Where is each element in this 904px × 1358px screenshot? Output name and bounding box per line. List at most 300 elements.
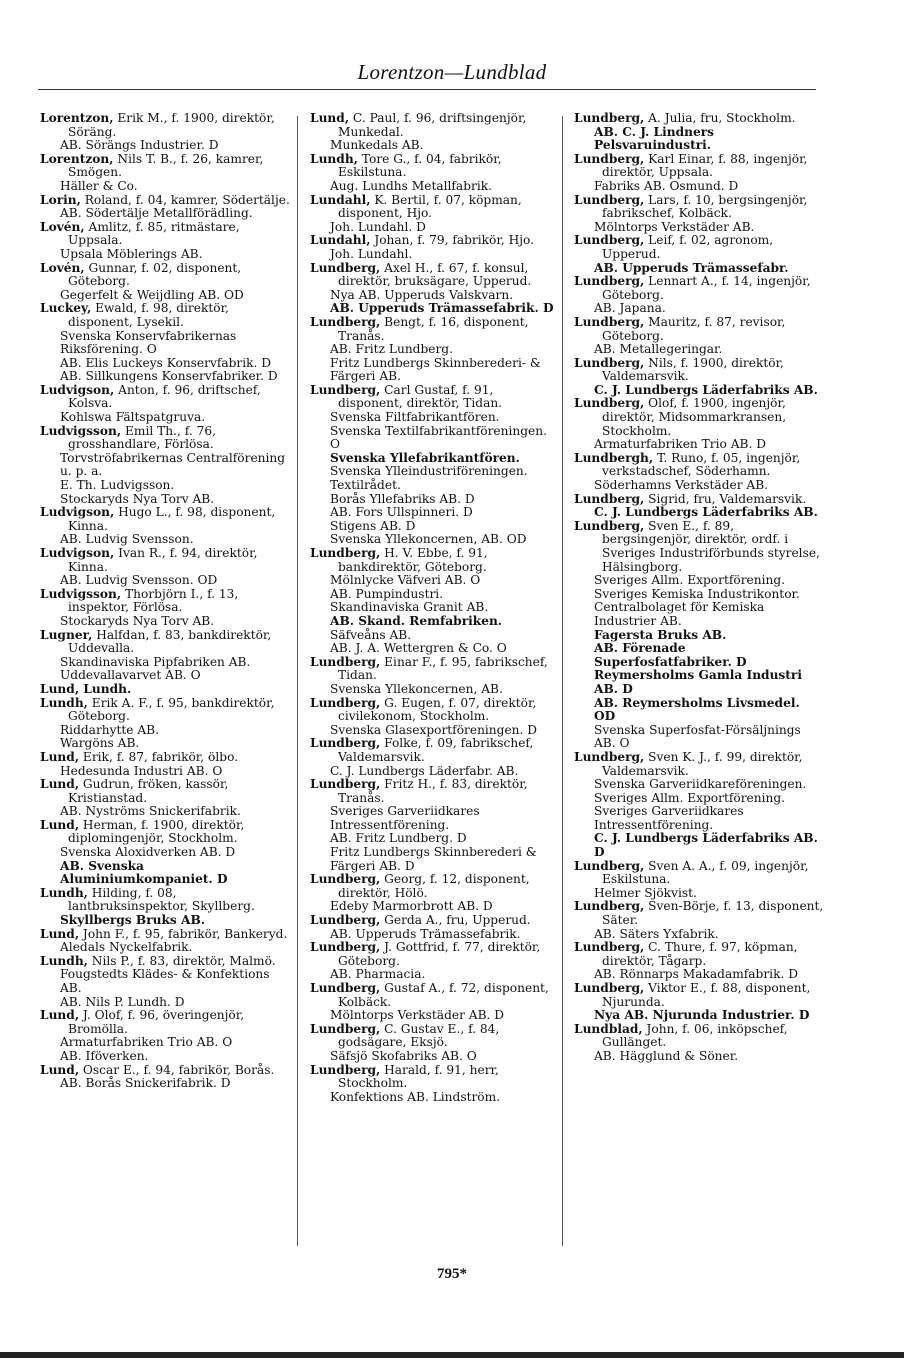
- entry-details: Sven-Börje, f. 13, disponent, Säter.: [602, 899, 824, 928]
- entry-company: C. J. Lundbergs Läderfabr. AB.: [330, 763, 519, 778]
- directory-entry: [310, 982, 560, 1023]
- entry-company: Textilrådet.: [330, 478, 401, 493]
- directory-entry: [40, 629, 290, 683]
- entry-name: Lundh,: [40, 953, 88, 968]
- entry-name: Lundberg,: [574, 151, 645, 166]
- entry-company: Svenska Textilfabrikantföreningen. O: [330, 423, 547, 452]
- entry-company: Nya AB. Upperuds Valskvarn.: [330, 287, 514, 302]
- entry-heading: [40, 955, 290, 969]
- entry-heading: [310, 194, 560, 221]
- directory-entry: [40, 194, 290, 221]
- entry-details: Einar F., f. 95, fabrikschef, Tidan.: [338, 654, 548, 683]
- entry-company: Säfsjö Skofabriks AB. O: [330, 1048, 477, 1063]
- entry-company: AB. Pharmacia.: [330, 967, 426, 982]
- entry-details: Lennart A., f. 14, ingenjör, Göteborg.: [602, 274, 811, 302]
- entry-company: AB. Södertälje Metallförädling.: [60, 206, 253, 221]
- entry-details: Tore G., f. 04, fabrikör, Eskilstuna.: [338, 151, 502, 180]
- entry-heading: [574, 1023, 824, 1050]
- directory-entry: [574, 357, 824, 398]
- entry-company: Torvströfabrikernas Centralförening u. p. a.: [60, 450, 286, 479]
- entry-heading: [574, 860, 824, 887]
- entry-company: AB. Rönnarps Makadamfabrik. D: [594, 967, 798, 982]
- column-divider: [562, 116, 563, 1246]
- entry-company: AB. Skand. Remfabriken.: [330, 613, 503, 628]
- directory-entry: [40, 1064, 290, 1091]
- entry-name: Lundberg,: [310, 940, 381, 955]
- entry-heading: [310, 914, 560, 928]
- entry-heading: [574, 520, 824, 574]
- entry-company: Skyllbergs Bruks AB.: [60, 913, 206, 928]
- entry-company: Borås Yllefabriks AB. D: [330, 491, 475, 506]
- entry-heading: [574, 153, 824, 180]
- entry-name: Lundberg,: [574, 192, 645, 207]
- entry-company: AB. Nils P. Lundh. D: [60, 994, 185, 1009]
- entry-company: Svenska Glasexportföreningen. D: [330, 722, 538, 737]
- entry-company: Konfektions AB. Lindström.: [330, 1089, 501, 1104]
- entry-heading: [310, 384, 560, 411]
- entry-heading: [310, 982, 560, 1009]
- entry-details: Hilding, f. 08, lantbruksinspektor, Skyllberg.: [68, 885, 255, 914]
- directory-entry: [574, 112, 824, 153]
- entry-details: C. Paul, f. 96, driftsingenjör, Munkedal.: [338, 111, 527, 139]
- entry-name: Lund,: [40, 926, 80, 941]
- entry-company: E. Th. Ludvigsson.: [60, 478, 175, 493]
- page-header-title: Lorentzon—Lundblad: [357, 60, 547, 84]
- entry-details: Nils, f. 1900, direktör, Valdemarsvik.: [602, 355, 784, 384]
- entry-heading: [574, 112, 824, 126]
- entry-details: Folke, f. 09, fabrikschef, Valdemarsvik.: [338, 736, 534, 764]
- entry-details: Ivan R., f. 94, direktör, Kinna.: [68, 546, 258, 574]
- entry-name: Lundberg,: [310, 382, 381, 397]
- entry-heading: [40, 221, 290, 248]
- directory-entry: [310, 153, 560, 194]
- entry-details: J. Olof, f. 96, överingenjör, Bromölla.: [68, 1008, 245, 1036]
- entry-details: Mauritz, f. 87, revisor, Göteborg.: [602, 314, 786, 343]
- entry-name: Lundberg,: [574, 858, 645, 873]
- entry-details: Herman, f. 1900, direktör, diplomingenjör, Stockholm.: [68, 817, 245, 846]
- directory-entry: [574, 153, 824, 194]
- entry-heading: [574, 397, 824, 438]
- column-divider: [297, 116, 298, 1246]
- entry-company: AB. Upperuds Trämassefabrik. D: [330, 301, 554, 316]
- entry-name: Lundberg,: [574, 396, 645, 411]
- directory-entry: [40, 955, 290, 1009]
- entry-company: Stockaryds Nya Torv AB.: [60, 491, 215, 506]
- entry-heading: [40, 425, 290, 452]
- entry-details: Fritz H., f. 83, direktör, Tranås.: [338, 777, 528, 805]
- entry-details: Sven K. J., f. 99, direktör, Valdemarsvik.: [602, 749, 803, 778]
- entry-company: Svenska Filtfabrikantfören.: [330, 410, 500, 425]
- entry-name: Lundh,: [40, 885, 88, 900]
- entry-name: Ludvigson,: [40, 505, 115, 520]
- directory-entry: [40, 425, 290, 507]
- directory-entry: [310, 1064, 560, 1105]
- directory-entry: [574, 234, 824, 275]
- entry-name: Lorin,: [40, 192, 81, 207]
- entry-details: John, f. 06, inköpschef, Gullänget.: [602, 1021, 788, 1050]
- entry-company: Mölnlycke Väfveri AB. O: [330, 573, 481, 588]
- directory-entry: [574, 520, 824, 751]
- entry-name: Lugner,: [40, 627, 93, 642]
- directory-entry: [40, 384, 290, 425]
- entry-company: AB. Japana.: [594, 301, 666, 316]
- entry-company: Stigens AB. D: [330, 518, 416, 533]
- directory-entry: [574, 900, 824, 941]
- entry-details: K. Bertil, f. 07, köpman, disponent, Hjo.: [338, 192, 522, 221]
- column-2: [310, 112, 560, 1104]
- entry-name: Lundberg,: [310, 314, 381, 329]
- entry-details: Viktor E., f. 88, disponent, Njurunda.: [602, 981, 811, 1009]
- entry-details: Harald, f. 91, herr, Stockholm.: [338, 1062, 499, 1091]
- directory-entry: [310, 873, 560, 914]
- directory-entry: [574, 941, 824, 982]
- entry-company: Reymersholms Gamla Industri AB. D: [594, 668, 802, 696]
- entry-details: C. Thure, f. 97, köpman, direktör, Tågarp.: [602, 940, 798, 968]
- entry-heading: [574, 452, 824, 479]
- entry-heading: [574, 275, 824, 302]
- entry-name: Lundberg,: [310, 695, 381, 710]
- entry-company: AB. Pumpindustri.: [330, 586, 444, 601]
- entry-details: Axel H., f. 67, f. konsul, direktör, bruksägare, Upperud.: [338, 260, 532, 289]
- entry-company: Svenska Ylleindustriföreningen.: [330, 464, 528, 479]
- entry-name: Lund,: [40, 749, 80, 764]
- entry-name: Lund,: [40, 817, 80, 832]
- entry-heading: [310, 316, 560, 343]
- entry-company: AB. J. A. Wettergren & Co. O: [330, 641, 507, 656]
- entry-details: Bengt, f. 16, disponent, Tranås.: [338, 314, 529, 343]
- entry-heading: [574, 751, 824, 778]
- entry-company: Riddarhytte AB.: [60, 722, 160, 737]
- entry-company: Stockaryds Nya Torv AB.: [60, 613, 215, 628]
- entry-company: AB. Förenade Superfosfatfabriker. D: [594, 641, 747, 669]
- entry-details: Erik M., f. 1900, direktör, Söräng.: [68, 111, 275, 139]
- directory-entry: [310, 697, 560, 738]
- directory-entry: [574, 316, 824, 357]
- entry-name: Lundberg,: [574, 940, 645, 955]
- entry-name: Lund,: [40, 1062, 80, 1077]
- entry-company: Fritz Lundbergs Skinnberederi- & Färgeri AB.: [330, 355, 541, 384]
- directory-entry: [310, 234, 560, 261]
- entry-company: Svenska Yllekoncernen, AB. OD: [330, 532, 527, 547]
- entry-details: Roland, f. 04, kamrer, Södertälje.: [80, 192, 290, 207]
- entry-company: Wargöns AB.: [60, 736, 140, 751]
- entry-heading: [310, 234, 560, 248]
- entry-company: AB. Säters Yxfabrik.: [594, 926, 719, 941]
- entry-name: Lovén,: [40, 260, 85, 275]
- entry-heading: [40, 588, 290, 615]
- entry-name: Lundberg,: [574, 233, 645, 248]
- entry-company: AB. Iföverken.: [60, 1048, 149, 1063]
- entry-details: Johan, f. 79, fabrikör, Hjo.: [370, 233, 535, 248]
- directory-entry: [310, 112, 560, 153]
- entry-company: AB. Upperuds Trämassefabr.: [594, 260, 789, 275]
- entry-details: T. Runo, f. 05, ingenjör, verkstadschef, Söderhamn.: [602, 450, 801, 479]
- entry-name: Lundberg,: [310, 981, 381, 995]
- entry-company: AB. Borås Snickerifabrik. D: [60, 1076, 231, 1091]
- entry-heading: [40, 697, 290, 724]
- entry-heading: [574, 194, 824, 221]
- entry-heading: [574, 316, 824, 343]
- directory-entry: [40, 588, 290, 629]
- entry-heading: [574, 234, 824, 261]
- entry-heading: [574, 900, 824, 927]
- entry-details: Erik A. F., f. 95, bankdirektör, Göteborg.: [68, 695, 275, 724]
- directory-entry: [40, 302, 290, 384]
- header-rule: [38, 89, 816, 90]
- entry-details: Thorbjörn I., f. 13, inspektor, Förlösa.: [68, 586, 239, 615]
- entry-heading: [40, 194, 290, 208]
- entry-name: Lundh,: [40, 695, 88, 710]
- entry-name: Lundberg,: [574, 491, 645, 506]
- directory-entry: [40, 547, 290, 588]
- entry-heading: [574, 982, 824, 1009]
- entry-name: Lund,: [310, 111, 350, 125]
- entry-heading: [310, 737, 560, 764]
- entry-company: Munkedals AB.: [330, 138, 424, 153]
- entry-heading: [40, 384, 290, 411]
- entry-name: Lundberg,: [310, 654, 381, 669]
- entry-details: J. Gottfrid, f. 77, direktör, Göteborg.: [338, 940, 541, 968]
- entry-details: Hugo L., f. 98, disponent, Kinna.: [68, 505, 276, 533]
- entry-heading: [40, 1009, 290, 1036]
- entry-company: Svenska Yllefabrikantfören.: [330, 450, 520, 465]
- entry-company: Uddevallavarvet AB. O: [60, 668, 201, 683]
- entry-company: Centralbolaget för Kemiska Industrier AB.: [594, 600, 765, 628]
- entry-company: Fagersta Bruks AB.: [594, 627, 727, 642]
- directory-entry: [40, 683, 290, 697]
- directory-entry: [40, 778, 290, 819]
- entry-company: AB. Sillkungens Konservfabriker. D: [60, 369, 278, 384]
- entry-company: Aledals Nyckelfabrik.: [60, 940, 193, 955]
- entry-heading: [574, 357, 824, 384]
- entry-company: Armaturfabriken Trio AB. D: [594, 437, 766, 452]
- entry-heading: [574, 941, 824, 968]
- entry-name: Lundberg,: [574, 314, 645, 329]
- entry-name: Lundberg,: [310, 913, 381, 928]
- entry-name: Lundberg,: [310, 260, 381, 275]
- entry-company: C. J. Lundbergs Läderfabriks AB.: [594, 505, 818, 520]
- entry-details: Anton, f. 96, driftschef, Kolsva.: [68, 382, 261, 411]
- column-3: [574, 112, 824, 1064]
- entry-name: Ludvigsson,: [40, 423, 122, 438]
- entry-name: Lundberg,: [310, 1021, 381, 1036]
- entry-company: Svenska Garveriidkareföreningen.: [594, 777, 807, 792]
- entry-heading: [40, 751, 290, 765]
- page-number: 795*: [437, 1266, 467, 1282]
- entry-details: C. Gustav E., f. 84, godsägare, Eksjö.: [338, 1021, 500, 1050]
- entry-heading: [310, 262, 560, 289]
- entry-name: Lundberg,: [574, 981, 645, 995]
- entry-company: Nya AB. Njurunda Industrier. D: [594, 1008, 810, 1023]
- directory-entry: [310, 316, 560, 384]
- entry-heading: [310, 112, 560, 139]
- entry-heading: [310, 547, 560, 574]
- entry-name: Lundberg,: [310, 546, 381, 560]
- entry-name: Lund, Lundh.: [40, 681, 132, 696]
- entry-company: AB. Ludvig Svensson.: [60, 532, 194, 547]
- directory-entry: [310, 547, 560, 656]
- entry-details: Gustaf A., f. 72, disponent, Kolbäck.: [338, 981, 549, 1009]
- entry-details: Nils T. B., f. 26, kamrer, Smögen.: [68, 151, 264, 180]
- entry-company: Kohlswa Fältspatgruva.: [60, 410, 206, 425]
- entry-company: Edeby Marmorbrott AB. D: [330, 899, 493, 914]
- directory-entry: [574, 397, 824, 451]
- entry-details: Halfdan, f. 83, bankdirektör, Uddevalla.: [68, 627, 272, 656]
- entry-name: Lundberg,: [310, 872, 381, 887]
- entry-company: Skandinaviska Granit AB.: [330, 600, 489, 615]
- entry-name: Lundahl,: [310, 233, 371, 248]
- entry-heading: [40, 683, 290, 697]
- directory-entry: [310, 1023, 560, 1064]
- directory-entry: [310, 737, 560, 778]
- entry-name: Lovén,: [40, 219, 85, 234]
- entry-heading: [310, 1064, 560, 1091]
- entry-company: Sveriges Allm. Exportförening.: [594, 573, 786, 588]
- entry-heading: [40, 928, 290, 942]
- entry-details: Georg, f. 12, disponent, direktör, Hölö.: [338, 872, 530, 900]
- entry-name: Lundberg,: [574, 899, 645, 914]
- directory-entry: [40, 751, 290, 778]
- entry-company: Mölntorps Verkstäder AB.: [594, 219, 755, 234]
- entry-name: Lund,: [40, 777, 80, 792]
- entry-company: AB. Fritz Lundberg. D: [330, 831, 467, 846]
- entry-heading: [310, 656, 560, 683]
- directory-entry: [40, 262, 290, 303]
- entry-company: AB. C. J. Lindners Pelsvaruindustri.: [594, 124, 714, 153]
- entry-details: Gunnar, f. 02, disponent, Göteborg.: [68, 260, 242, 289]
- scan-bottom-edge: [0, 1352, 904, 1358]
- entry-company: C. J. Lundbergs Läderfabriks AB. D: [594, 831, 818, 860]
- entry-heading: [40, 262, 290, 289]
- entry-heading: [40, 778, 290, 805]
- directory-entry: [40, 819, 290, 887]
- entry-company: AB. Ludvig Svensson. OD: [60, 573, 218, 588]
- entry-details: Carl Gustaf, f. 91, disponent, direktör, Tidan.: [338, 382, 503, 411]
- entry-details: Lars, f. 10, bergsingenjör, fabrikschef, Kolbäck.: [602, 192, 808, 221]
- entry-name: Lundberg,: [310, 1062, 381, 1077]
- entry-company: AB. Nyströms Snickerifabrik.: [60, 804, 241, 819]
- entry-details: Leif, f. 02, agronom, Upperud.: [602, 233, 774, 261]
- entry-company: AB. Metallegeringar.: [594, 342, 723, 357]
- entry-company: AB. Upperuds Trämassefabrik.: [330, 926, 521, 941]
- entry-name: Lundberg,: [574, 111, 645, 125]
- entry-name: Lund,: [40, 1008, 80, 1023]
- entry-company: Sveriges Allm. Exportförening.: [594, 790, 786, 805]
- entry-name: Ludvigson,: [40, 546, 115, 560]
- entry-details: Sven E., f. 89, bergsingenjör, direktör, ordf. i Sveriges Industriförbunds styrelse, Hälsingborg.: [602, 518, 820, 574]
- entry-details: Nils P., f. 83, direktör, Malmö.: [87, 953, 276, 968]
- entry-company: Armaturfabriken Trio AB. O: [60, 1035, 233, 1050]
- entry-details: John F., f. 95, fabrikör, Bankeryd.: [79, 926, 288, 941]
- entry-details: Ewald, f. 98, direktör, disponent, Lysekil.: [68, 301, 229, 329]
- entry-heading: [574, 493, 824, 507]
- directory-entry: [40, 506, 290, 547]
- entry-company: Fabriks AB. Osmund. D: [594, 178, 739, 193]
- entry-details: Sven A. A., f. 09, ingenjör, Eskilstuna.: [602, 858, 809, 887]
- entry-company: C. J. Lundbergs Läderfabriks AB.: [594, 382, 818, 397]
- column-1: [40, 112, 290, 1091]
- entry-name: Lundbergh,: [574, 450, 654, 465]
- entry-company: AB. Sörängs Industrier. D: [60, 138, 219, 153]
- directory-entry: [574, 452, 824, 493]
- entry-company: Upsala Möblerings AB.: [60, 246, 203, 261]
- directory-entry: [574, 860, 824, 901]
- entry-details: Emil Th., f. 76, grosshandlare, Förlösa.: [68, 423, 216, 452]
- entry-company: Sveriges Kemiska Industrikontor.: [594, 586, 800, 601]
- entry-name: Lundberg,: [574, 518, 645, 533]
- entry-name: Lundberg,: [310, 777, 381, 792]
- directory-entry: [574, 751, 824, 860]
- entry-heading: [310, 778, 560, 805]
- entry-name: Lundberg,: [310, 736, 381, 751]
- directory-entry: [40, 112, 290, 153]
- entry-details: Oscar E., f. 94, fabrikör, Borås.: [79, 1062, 275, 1077]
- directory-entry: [310, 656, 560, 697]
- entry-heading: [310, 697, 560, 724]
- entry-details: Gerda A., fru, Upperud.: [380, 913, 531, 928]
- entry-company: Säfveåns AB.: [330, 627, 412, 642]
- entry-details: Karl Einar, f. 88, ingenjör, direktör, Uppsala.: [602, 151, 808, 180]
- entry-heading: [40, 506, 290, 533]
- entry-heading: [40, 547, 290, 574]
- entry-company: AB. Reymersholms Livsmedel. OD: [594, 695, 800, 724]
- directory-entry: [574, 982, 824, 1023]
- entry-heading: [310, 873, 560, 900]
- entry-details: Olof, f. 1900, ingenjör, direktör, Midsommarkransen, Stockholm.: [602, 396, 787, 438]
- directory-entry: [310, 914, 560, 941]
- entry-details: G. Eugen, f. 07, direktör, civilekonom, Stockholm.: [338, 695, 537, 724]
- directory-entry: [310, 778, 560, 873]
- entry-company: Aug. Lundhs Metallfabrik.: [330, 178, 492, 193]
- directory-entry: [40, 221, 290, 262]
- entry-name: Lundberg,: [574, 749, 645, 764]
- entry-company: Joh. Lundahl.: [330, 246, 413, 261]
- entry-name: Lundblad,: [574, 1021, 643, 1036]
- directory-entry: [310, 941, 560, 982]
- directory-entry: [40, 928, 290, 955]
- directory-entry: [574, 275, 824, 316]
- entry-company: AB. Elis Luckeys Konservfabrik. D: [60, 355, 272, 370]
- entry-company: Mölntorps Verkstäder AB. D: [330, 1008, 505, 1023]
- entry-details: Gudrun, fröken, kassör, Kristianstad.: [68, 777, 229, 805]
- directory-entry: [310, 384, 560, 547]
- entry-company: AB. Fritz Lundberg.: [330, 342, 453, 357]
- directory-entry: [310, 262, 560, 316]
- entry-company: Helmer Sjökvist.: [594, 885, 697, 900]
- entry-heading: [310, 941, 560, 968]
- directory-entry: [574, 493, 824, 520]
- entry-company: Svenska Aloxidverken AB. D: [60, 845, 236, 860]
- entry-heading: [40, 302, 290, 329]
- entry-heading: [40, 112, 290, 139]
- entry-company: Häller & Co.: [60, 178, 138, 193]
- entry-company: Svenska Konservfabrikernas Riksförening. O: [60, 328, 237, 357]
- entry-company: Skandinaviska Pipfabriken AB.: [60, 654, 251, 669]
- entry-company: Hedesunda Industri AB. O: [60, 763, 223, 778]
- directory-entry: [574, 1023, 824, 1064]
- entry-company: Sveriges Garveriidkares Intressentförening.: [330, 804, 480, 832]
- directory-entry: [310, 194, 560, 235]
- entry-heading: [40, 153, 290, 180]
- entry-name: Ludvigsson,: [40, 586, 122, 601]
- entry-company: Svenska Superfosfat-Försäljnings AB. O: [594, 722, 801, 751]
- entry-company: Fougstedts Klädes- & Konfektions AB.: [60, 967, 270, 995]
- entry-company: Gegerfelt & Weijdling AB. OD: [60, 287, 244, 302]
- entry-company: AB. Svenska Aluminiumkompaniet. D: [60, 858, 228, 887]
- entry-name: Lundberg,: [574, 274, 645, 289]
- entry-name: Lorentzon,: [40, 111, 114, 125]
- entry-name: Luckey,: [40, 301, 92, 316]
